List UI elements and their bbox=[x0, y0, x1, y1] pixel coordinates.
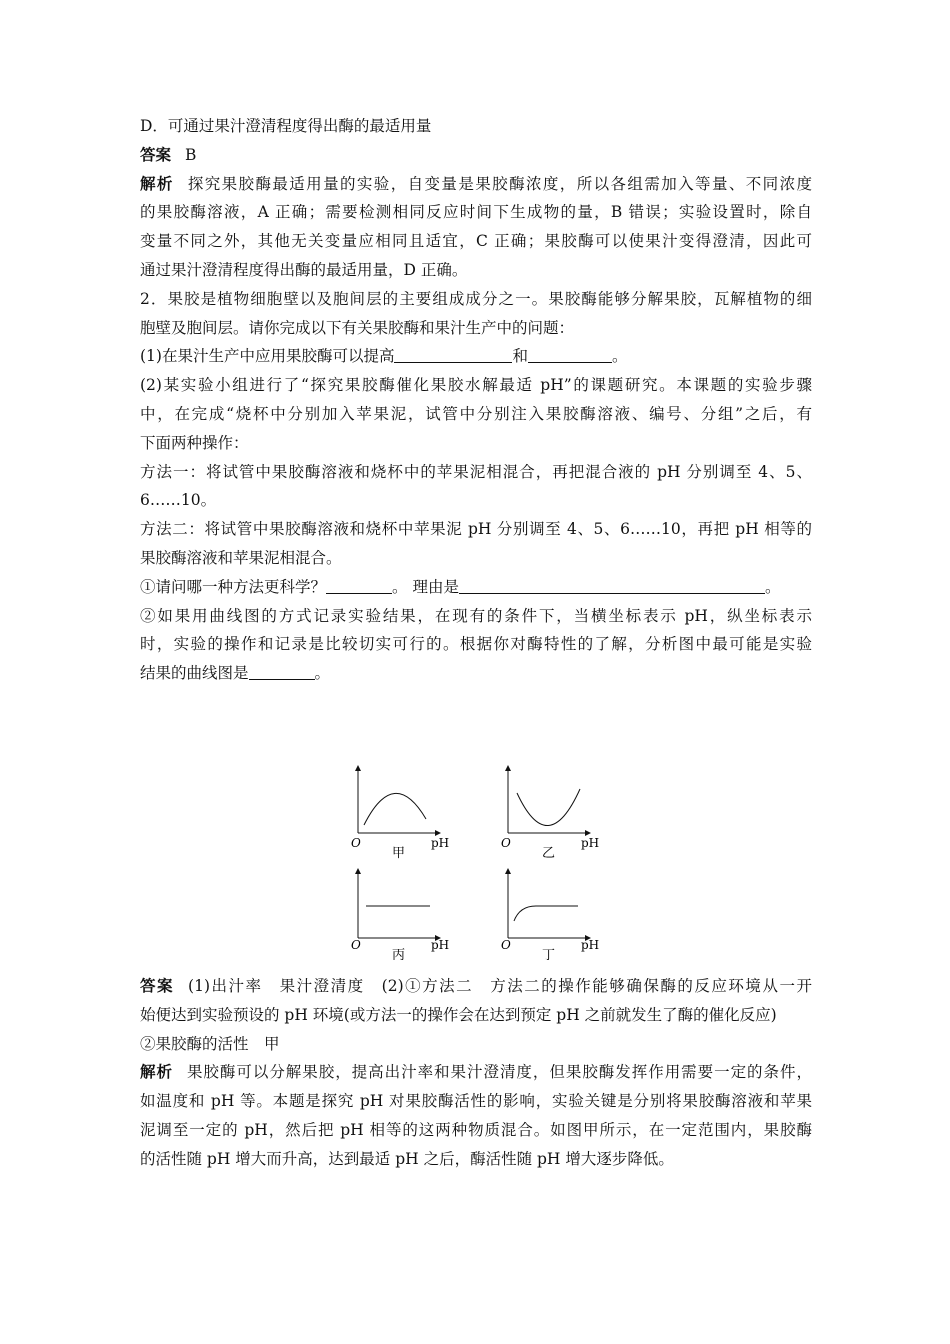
q1-answer bbox=[140, 141, 812, 170]
answer-label: 答案 bbox=[140, 144, 172, 164]
analysis-label: 解析 bbox=[140, 173, 174, 193]
method-two-line: 方法二：将试管中果胶酶溶液和烧杯中苹果泥 pH 分别调至 4、5、6……10，再把 pH 相等的 bbox=[140, 520, 812, 539]
figure-ding bbox=[501, 871, 599, 960]
figure-bing bbox=[351, 871, 449, 960]
figure-jia bbox=[351, 768, 449, 861]
curve-ding bbox=[514, 906, 578, 921]
x-axis-label: pH bbox=[431, 836, 450, 850]
q2-part2-line: 中，在完成“烧杯中分别加入苹果泥，试管中分别注入果胶酶溶液、编号、分组”之后，有 bbox=[140, 404, 812, 423]
q2-subquestion-b-line: 结果的曲线图是 。 bbox=[140, 664, 331, 683]
method-two-line: 果胶酶溶液和苹果泥相混合。 bbox=[140, 548, 342, 567]
origin-label: O bbox=[501, 938, 511, 952]
curve-figures bbox=[340, 765, 620, 960]
curve-yi bbox=[517, 789, 580, 826]
q2-stem-line: 胞壁及胞间层。请你完成以下有关果胶酶和果汁生产中的问题： bbox=[140, 318, 575, 337]
q1-analysis-line: 变量不同之外，其他无关变量应相同且适宜，C 正确；果胶酶可以使果汁变得澄清，因此可 bbox=[140, 232, 812, 251]
q2-analysis-line: 解析 果胶酶可以分解果胶，提高出汁率和果汁澄清度，但果胶酶发挥作用需要一定的条件， bbox=[140, 1062, 812, 1082]
x-axis-label: pH bbox=[431, 938, 450, 952]
q1-analysis-line: 通过果汁澄清程度得出酶的最适用量，D 正确。 bbox=[140, 260, 468, 279]
q2-stem-line: 2．果胶是植物细胞壁以及胞间层的主要组成成分之一。果胶酶能够分解果胶，瓦解植物的细 bbox=[140, 289, 812, 308]
q2-analysis-line: 的活性随 pH 增大而升高，达到最适 pH 之后，酶活性随 pH 增大逐步降低。 bbox=[140, 1149, 674, 1168]
method-one-line: 方法一：将试管中果胶酶溶液和烧杯中的苹果泥相混合，再把混合液的 pH 分别调至 4、5、 bbox=[140, 462, 812, 481]
origin-label: O bbox=[351, 836, 361, 850]
origin-label: O bbox=[501, 836, 511, 850]
answer-blank[interactable] bbox=[249, 663, 315, 680]
q1-option-d: D．可通过果汁澄清程度得出酶的最适用量 bbox=[140, 117, 432, 135]
q2-subquestion-a: ①请问哪一种方法更科学？ 。 理由是 。 bbox=[140, 577, 781, 596]
q2-subquestion-b-line: 时，实验的操作和记录是比较切实可行的。根据你对酶特性的了解，分析图中最可能是实验 bbox=[140, 635, 812, 654]
q2-part2-line: 下面两种操作： bbox=[140, 433, 249, 452]
q2-subquestion-b-line: ②如果用曲线图的方式记录实验结果，在现有的条件下，当横坐标表示 pH，纵坐标表示 bbox=[140, 606, 812, 625]
q2-part1: (1)在果汁生产中应用果胶酶可以提高 和 。 bbox=[140, 347, 628, 366]
q2-answer-section bbox=[140, 972, 812, 1174]
curve-figures-svg bbox=[340, 765, 620, 960]
q1-analysis-line: 的果胶酶溶液，A 正确；需要检测相同反应时间下生成物的量，B 错误；实验设置时，除自 bbox=[140, 203, 812, 222]
method-one-line: 6……10。 bbox=[140, 491, 217, 510]
q2-analysis-line: 如温度和 pH 等。本题是探究 pH 对果胶酶活性的影响，实验关键是分别将果胶酶溶液和苹果 bbox=[140, 1092, 812, 1111]
q2-answer-line: ②果胶酶的活性 甲 bbox=[140, 1034, 280, 1053]
analysis-label: 解析 bbox=[140, 1062, 173, 1082]
q2-answer-line: 始便达到实验预设的 pH 环境(或方法一的操作会在达到预定 pH 之前就发生了酶的催化反应) bbox=[140, 1005, 777, 1024]
q2-analysis-line: 泥调至一定的 pH，然后把 pH 相等的这两种物质混合。如图甲所示，在一定范围内，果胶酶 bbox=[140, 1120, 812, 1139]
document-page bbox=[140, 112, 812, 688]
origin-label: O bbox=[351, 938, 361, 952]
answer-blank[interactable] bbox=[459, 577, 765, 594]
figure-name: 甲 bbox=[392, 846, 406, 861]
x-axis-label: pH bbox=[581, 836, 600, 850]
answer-blank[interactable] bbox=[528, 346, 612, 363]
answer-value: B bbox=[185, 145, 197, 164]
curve-jia bbox=[364, 793, 426, 825]
analysis-text: 探究果胶酶最适用量的实验，自变量是果胶酶浓度，所以各组需加入等量、不同浓度 bbox=[187, 174, 812, 193]
q2-part2-line: (2)某实验小组进行了“探究果胶酶催化果胶水解最适 pH”的课题研究。本课题的实验步骤 bbox=[140, 376, 812, 395]
q2-answer-line: 答案 (1)出汁率 果汁澄清度 (2)①方法二 方法二的操作能够确保酶的反应环境从一开 bbox=[140, 976, 812, 995]
answer-blank[interactable] bbox=[326, 577, 392, 594]
x-axis-label: pH bbox=[581, 938, 600, 952]
figure-name: 丁 bbox=[542, 948, 556, 960]
answer-label: 答案 bbox=[140, 976, 175, 995]
q1-analysis-line bbox=[140, 170, 812, 199]
answer-blank[interactable] bbox=[394, 346, 512, 363]
figure-name: 丙 bbox=[392, 948, 406, 960]
figure-name: 乙 bbox=[542, 846, 556, 861]
figure-yi bbox=[501, 768, 599, 861]
